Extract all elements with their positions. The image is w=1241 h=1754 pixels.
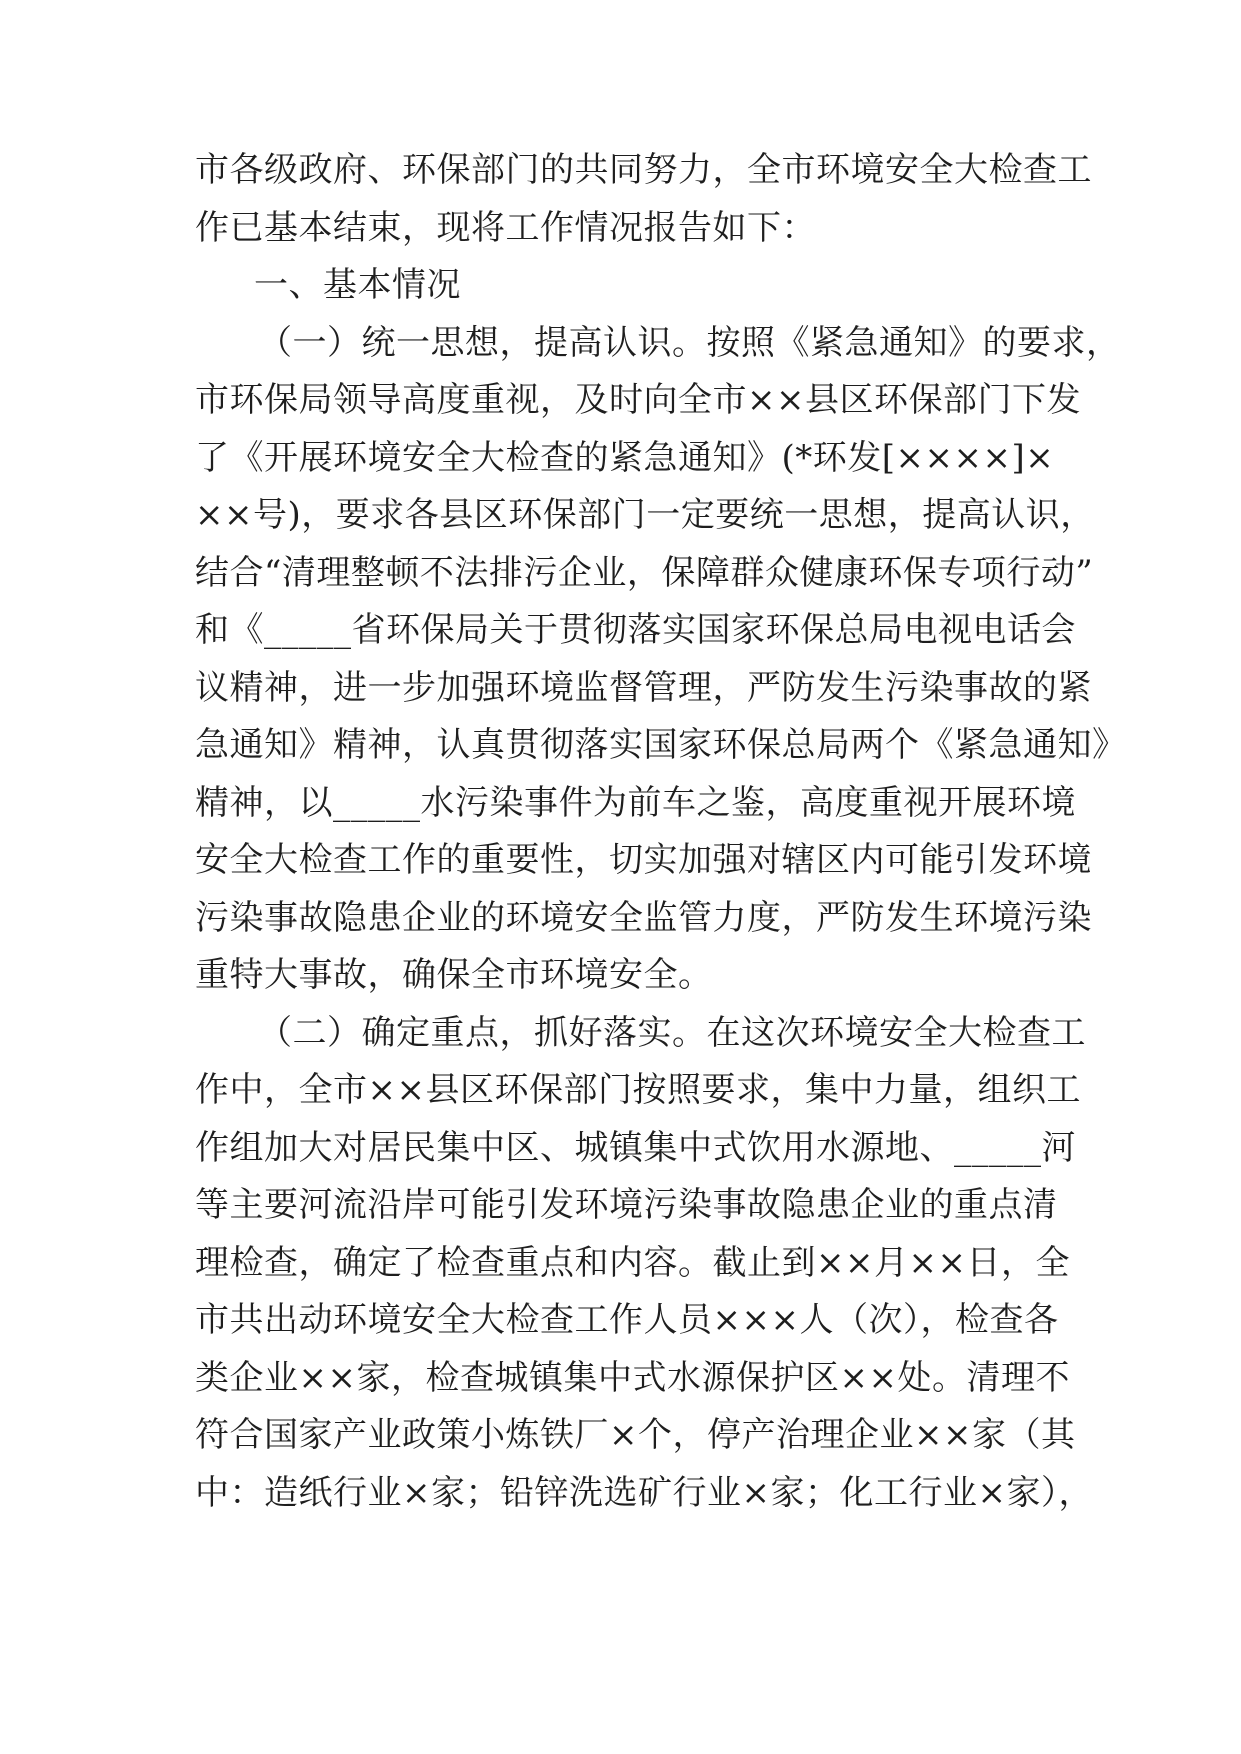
body-text-line: 急通知》精神，认真贯彻落实国家环保总局两个《紧急通知》: [195, 725, 1127, 765]
body-text-line: 和《_____省环保局关于贯彻落实国家环保总局电视电话会: [195, 610, 1076, 650]
body-text-line: （二）确定重点，抓好落实。在这次环境安全大检查工: [258, 1013, 1086, 1053]
body-text-line: 了《开展环境安全大检查的紧急通知》(*环发[××××]×: [195, 438, 1055, 478]
body-text-line: 市共出动环境安全大检查工作人员×××人（次），检查各: [195, 1300, 1059, 1340]
body-text-line: 结合“清理整顿不法排污企业，保障群众健康环保专项行动”: [195, 553, 1094, 593]
body-text-line: 中：造纸行业×家；铅锌洗选矿行业×家；化工行业×家），: [195, 1473, 1093, 1513]
body-text-line: 作已基本结束，现将工作情况报告如下：: [195, 208, 816, 248]
body-text-line: 污染事故隐患企业的环境安全监管力度，严防发生环境污染: [195, 898, 1092, 938]
body-text-line: 重特大事故，确保全市环境安全。: [195, 955, 713, 995]
body-text-line: 作组加大对居民集中区、城镇集中式饮用水源地、_____河: [195, 1128, 1076, 1168]
body-text-line: 市各级政府、环保部门的共同努力，全市环境安全大检查工: [195, 150, 1092, 190]
body-text-line: 理检查，确定了检查重点和内容。截止到××月××日，全: [195, 1243, 1070, 1283]
body-text-line: 等主要河流沿岸可能引发环境污染事故隐患企业的重点清: [195, 1185, 1058, 1225]
body-text-line: 安全大检查工作的重要性，切实加强对辖区内可能引发环境: [195, 840, 1092, 880]
body-text-line: 精神，以_____水污染事件为前车之鉴，高度重视开展环境: [195, 783, 1076, 823]
body-text-line: 议精神，进一步加强环境监督管理，严防发生污染事故的紧: [195, 668, 1092, 708]
body-text-line: 类企业××家，检查城镇集中式水源保护区××处。清理不: [195, 1358, 1070, 1398]
section-heading: 一、基本情况: [254, 265, 461, 305]
body-text-line: （一）统一思想，提高认识。按照《紧急通知》的要求，: [258, 323, 1121, 363]
body-text-line: 市环保局领导高度重视，及时向全市××县区环保部门下发: [195, 380, 1081, 420]
body-text-line: ××号)，要求各县区环保部门一定要统一思想，提高认识，: [195, 495, 1095, 535]
body-text-line: 作中，全市××县区环保部门按照要求，集中力量，组织工: [195, 1070, 1081, 1110]
body-text-line: 符合国家产业政策小炼铁厂×个，停产治理企业××家（其: [195, 1415, 1076, 1455]
